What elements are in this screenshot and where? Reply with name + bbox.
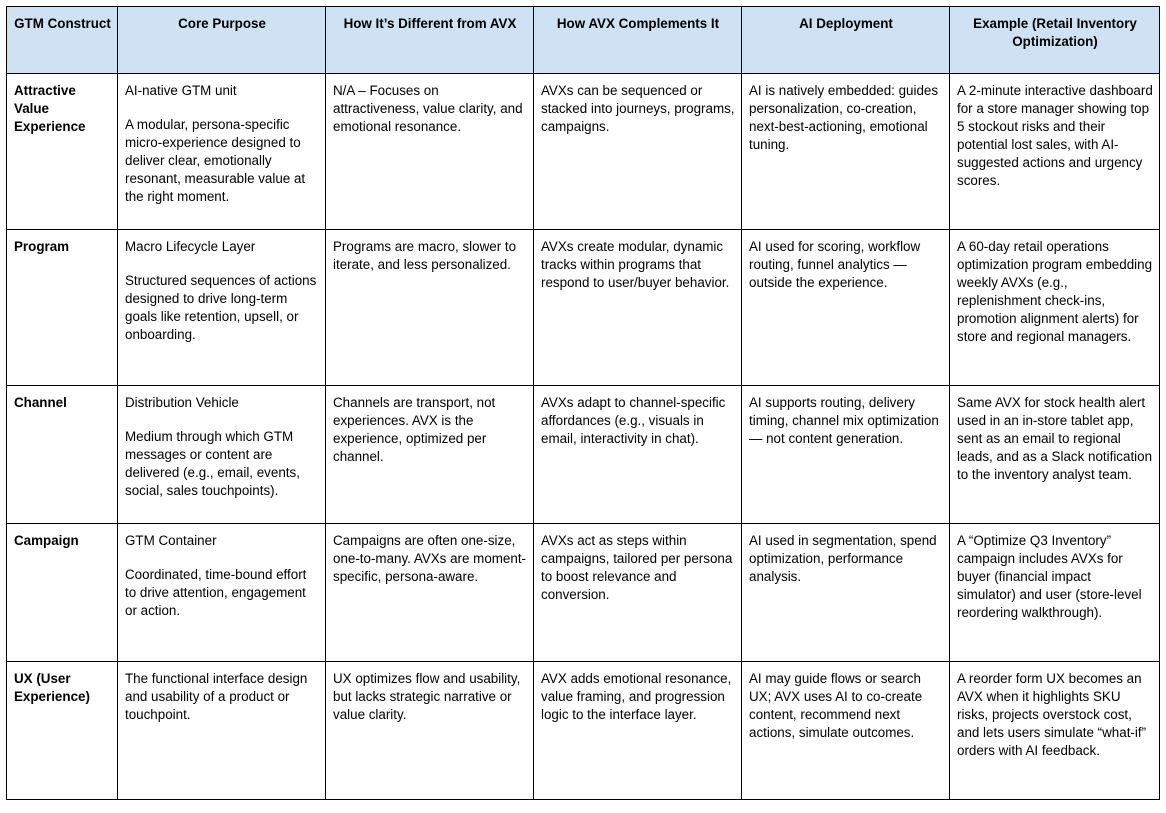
example-cell: A reorder form UX becomes an AVX when it highlights SKU risks, projects overstock cost, and lets users simulate “what-if” orders with AI feedback.	[950, 662, 1160, 800]
table-row	[7, 74, 1160, 230]
gtm-comparison-table	[6, 6, 1160, 800]
complements-cell: AVX adds emotional resonance, value framing, and progression logic to the interface layer.	[534, 662, 742, 800]
core-purpose-cell	[118, 524, 326, 662]
example-cell: A 60-day retail operations optimization program embedding weekly AVXs (e.g., replenishment check-ins, promotion alignment alerts) for store and regional managers.	[950, 230, 1160, 386]
header-row	[7, 7, 1160, 74]
table-row	[7, 524, 1160, 662]
construct-cell: UX (User Experience)	[7, 662, 118, 800]
ai-deployment-cell: AI used in segmentation, spend optimization, performance analysis.	[742, 524, 950, 662]
header-different-from-avx: How It’s Different from AVX	[326, 7, 534, 74]
core-purpose-description: Coordinated, time-bound effort to drive attention, engagement or action.	[125, 567, 307, 618]
core-purpose-description: A modular, persona-specific micro-experience designed to deliver clear, emotionally resonant, measurable value at the right moment.	[125, 117, 306, 204]
table-header	[7, 7, 1160, 74]
core-purpose-cell	[118, 386, 326, 524]
construct-cell: Program	[7, 230, 118, 386]
table-row	[7, 386, 1160, 524]
ai-deployment-cell: AI may guide flows or search UX; AVX uses AI to co-create content, recommend next actions, simulate outcomes.	[742, 662, 950, 800]
core-purpose-cell: The functional interface design and usability of a product or touchpoint.	[118, 662, 326, 800]
complements-cell: AVXs create modular, dynamic tracks within programs that respond to user/buyer behavior.	[534, 230, 742, 386]
header-core-purpose: Core Purpose	[118, 7, 326, 74]
header-avx-complements: How AVX Complements It	[534, 7, 742, 74]
core-purpose-title: Distribution Vehicle	[125, 395, 239, 410]
different-cell: N/A – Focuses on attractiveness, value clarity, and emotional resonance.	[326, 74, 534, 230]
core-purpose-cell	[118, 74, 326, 230]
example-cell: A “Optimize Q3 Inventory” campaign includes AVXs for buyer (financial impact simulator) and user (store-level reordering walkthrough).	[950, 524, 1160, 662]
header-gtm-construct: GTM Construct	[7, 7, 118, 74]
core-purpose-cell	[118, 230, 326, 386]
different-cell: UX optimizes flow and usability, but lacks strategic narrative or value clarity.	[326, 662, 534, 800]
core-purpose-description: Structured sequences of actions designed to drive long-term goals like retention, upsell, or onboarding.	[125, 273, 317, 342]
core-purpose-title: AI-native GTM unit	[125, 83, 237, 98]
construct-cell: Channel	[7, 386, 118, 524]
ai-deployment-cell: AI supports routing, delivery timing, channel mix optimization — not content generation.	[742, 386, 950, 524]
core-purpose-title: GTM Container	[125, 533, 217, 548]
table-row	[7, 230, 1160, 386]
core-purpose-title: Macro Lifecycle Layer	[125, 239, 256, 254]
example-cell: A 2-minute interactive dashboard for a store manager showing top 5 stockout risks and their potential lost sales, with AI-suggested actions and urgency scores.	[950, 74, 1160, 230]
different-cell: Campaigns are often one-size, one-to-many. AVXs are moment-specific, persona-aware.	[326, 524, 534, 662]
ai-deployment-cell: AI used for scoring, workflow routing, funnel analytics — outside the experience.	[742, 230, 950, 386]
complements-cell: AVXs adapt to channel-specific affordances (e.g., visuals in email, interactivity in chat).	[534, 386, 742, 524]
different-cell: Programs are macro, slower to iterate, and less personalized.	[326, 230, 534, 386]
construct-cell: Attractive Value Experience	[7, 74, 118, 230]
different-cell: Channels are transport, not experiences. AVX is the experience, optimized per channel.	[326, 386, 534, 524]
table-body	[7, 74, 1160, 800]
complements-cell: AVXs act as steps within campaigns, tailored per persona to boost relevance and conversion.	[534, 524, 742, 662]
ai-deployment-cell: AI is natively embedded: guides personalization, co-creation, next-best-actioning, emotional tuning.	[742, 74, 950, 230]
complements-cell: AVXs can be sequenced or stacked into journeys, programs, campaigns.	[534, 74, 742, 230]
core-purpose-description: Medium through which GTM messages or content are delivered (e.g., email, events, social, sales touchpoints).	[125, 429, 300, 498]
example-cell: Same AVX for stock health alert used in an in-store tablet app, sent as an email to regional leads, and as a Slack notification to the inventory analyst team.	[950, 386, 1160, 524]
header-ai-deployment: AI Deployment	[742, 7, 950, 74]
construct-cell: Campaign	[7, 524, 118, 662]
header-example: Example (Retail Inventory Optimization)	[950, 7, 1160, 74]
table-row	[7, 662, 1160, 800]
